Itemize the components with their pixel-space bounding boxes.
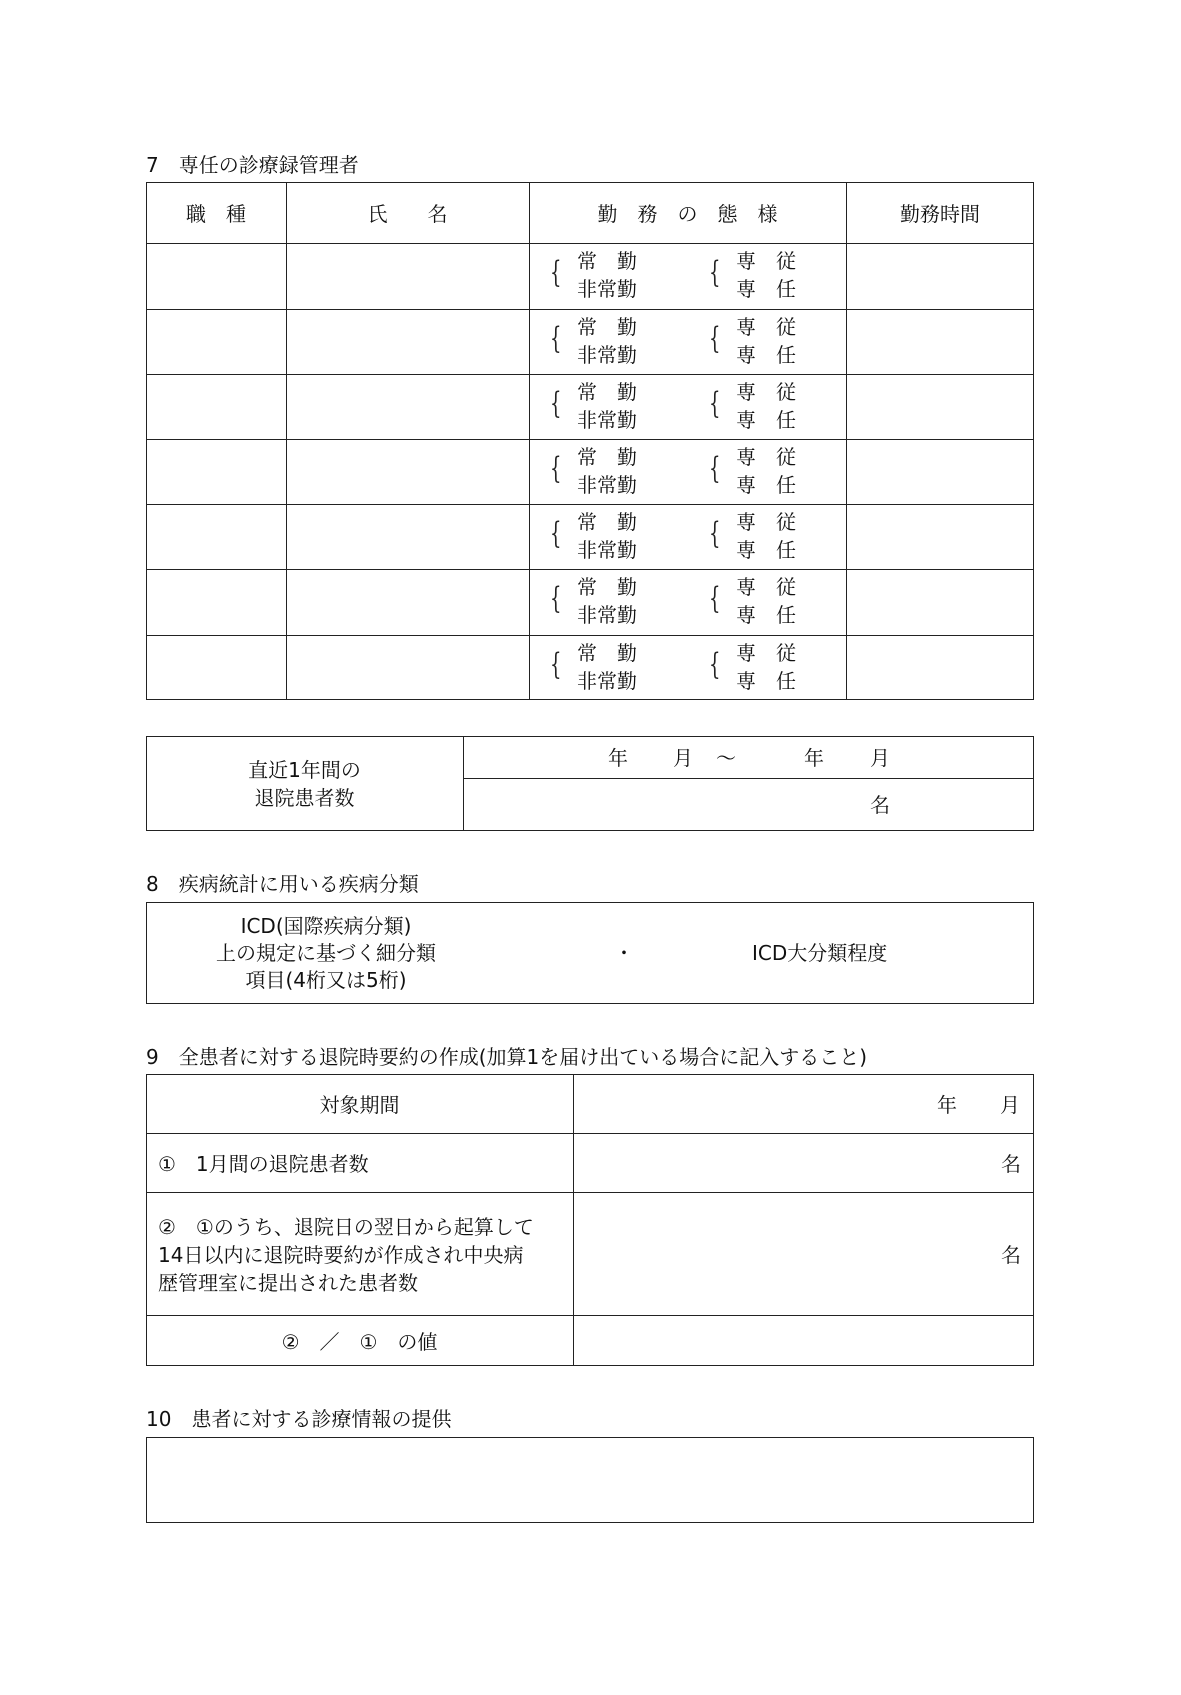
discharge-label-line1: 直近1年間の (248, 758, 361, 782)
staff-hours-cell[interactable] (847, 244, 1033, 307)
assigned-label: 専 任 (736, 277, 796, 301)
icd-option1-line1: ICD(国際疾病分類) (240, 914, 412, 938)
assigned-label: 専 任 (736, 669, 796, 693)
staff-job-cell[interactable] (147, 440, 285, 503)
section9-heading: 9 全患者に対する退院時要約の作成(加算1を届け出ている場合に記入すること) (146, 1045, 868, 1069)
staff-job-cell[interactable] (147, 636, 285, 699)
period-month: 月 (1000, 1093, 1020, 1117)
brace-icon: { (550, 581, 562, 616)
staff-hours-cell[interactable] (847, 636, 1033, 699)
assigned-label: 専 任 (736, 343, 796, 367)
parttime-label: 非常勤 (577, 669, 637, 693)
brace-icon: { (550, 451, 562, 486)
period-label: 対象期間 (319, 1093, 400, 1117)
row2-line2: 14日以内に退院時要約が作成され中央病 (158, 1243, 524, 1267)
icd-option1-line2: 上の規定に基づく細分類 (216, 941, 436, 965)
info-provision-box[interactable] (146, 1437, 1034, 1523)
fulltime-label: 常 勤 (577, 641, 637, 665)
fulltime-label: 常 勤 (577, 510, 637, 534)
row1-unit: 名 (1001, 1152, 1021, 1176)
header-job: 職 種 (186, 202, 246, 226)
dedicated-label: 専 従 (736, 249, 796, 273)
dedicated-label: 専 従 (736, 445, 796, 469)
brace-icon: { (550, 516, 562, 551)
dedicated-label: 専 従 (736, 315, 796, 339)
discharge-year1: 年 (608, 746, 628, 770)
icd-option1-line3: 項目(4桁又は5桁) (245, 968, 407, 992)
brace-icon: { (550, 647, 562, 682)
brace-icon: { (550, 255, 562, 290)
assigned-label: 専 任 (736, 538, 796, 562)
parttime-label: 非常勤 (577, 408, 637, 432)
staff-name-cell[interactable] (287, 440, 528, 503)
icd-option2: ICD大分類程度 (752, 941, 888, 965)
brace-icon: { (709, 451, 721, 486)
discharge-label-line2: 退院患者数 (254, 786, 355, 810)
ratio-label: ② ／ ① の値 (281, 1330, 438, 1354)
discharge-month2: 月 (870, 746, 890, 770)
dedicated-label: 専 従 (736, 641, 796, 665)
brace-icon: { (550, 386, 562, 421)
row2-unit: 名 (1001, 1243, 1021, 1267)
header-hours: 勤務時間 (900, 202, 980, 226)
dedicated-label: 専 従 (736, 575, 796, 599)
parttime-label: 非常勤 (577, 603, 637, 627)
section7-heading: 7 専任の診療録管理者 (146, 153, 359, 177)
fulltime-label: 常 勤 (577, 315, 637, 339)
brace-icon: { (709, 255, 721, 290)
brace-icon: { (709, 386, 721, 421)
fulltime-label: 常 勤 (577, 380, 637, 404)
discharge-count-unit: 名 (870, 793, 890, 817)
assigned-label: 専 任 (736, 408, 796, 432)
brace-icon: { (709, 647, 721, 682)
brace-icon: { (550, 321, 562, 356)
assigned-label: 専 任 (736, 473, 796, 497)
staff-job-cell[interactable] (147, 505, 285, 568)
fulltime-label: 常 勤 (577, 249, 637, 273)
row2-line3: 歴管理室に提出された患者数 (158, 1271, 418, 1295)
parttime-label: 非常勤 (577, 343, 637, 367)
staff-name-cell[interactable] (287, 244, 528, 307)
parttime-label: 非常勤 (577, 277, 637, 301)
dedicated-label: 専 従 (736, 380, 796, 404)
parttime-label: 非常勤 (577, 538, 637, 562)
staff-hours-cell[interactable] (847, 375, 1033, 438)
brace-icon: { (709, 581, 721, 616)
staff-hours-cell[interactable] (847, 570, 1033, 633)
staff-job-cell[interactable] (147, 244, 285, 307)
brace-icon: { (709, 321, 721, 356)
discharge-table (146, 736, 1034, 831)
fulltime-label: 常 勤 (577, 445, 637, 469)
ratio-value-field[interactable] (574, 1316, 1033, 1365)
staff-hours-cell[interactable] (847, 310, 1033, 373)
staff-name-cell[interactable] (287, 505, 528, 568)
period-year: 年 (937, 1093, 957, 1117)
staff-job-cell[interactable] (147, 375, 285, 438)
brace-icon: { (709, 516, 721, 551)
staff-job-cell[interactable] (147, 570, 285, 633)
row2-line1: ② ①のうち、退院日の翌日から起算して (158, 1215, 534, 1239)
staff-name-cell[interactable] (287, 310, 528, 373)
section8-heading: 8 疾病統計に用いる疾病分類 (146, 872, 419, 896)
discharge-month1: 月 (673, 746, 693, 770)
assigned-label: 専 任 (736, 603, 796, 627)
staff-hours-cell[interactable] (847, 505, 1033, 568)
parttime-label: 非常勤 (577, 473, 637, 497)
dedicated-label: 専 従 (736, 510, 796, 534)
discharge-year2: 年 (804, 746, 824, 770)
staff-name-cell[interactable] (287, 636, 528, 699)
icd-dot: ・ (614, 941, 634, 965)
staff-name-cell[interactable] (287, 375, 528, 438)
header-name: 氏 名 (367, 202, 448, 226)
discharge-tilde: ～ (716, 746, 736, 770)
staff-job-cell[interactable] (147, 310, 285, 373)
row1-label: ① 1月間の退院患者数 (158, 1152, 369, 1176)
fulltime-label: 常 勤 (577, 575, 637, 599)
section10-heading: 10 患者に対する診療情報の提供 (146, 1407, 452, 1431)
staff-name-cell[interactable] (287, 570, 528, 633)
header-mode: 勤 務 の 態 様 (597, 202, 778, 226)
staff-hours-cell[interactable] (847, 440, 1033, 503)
